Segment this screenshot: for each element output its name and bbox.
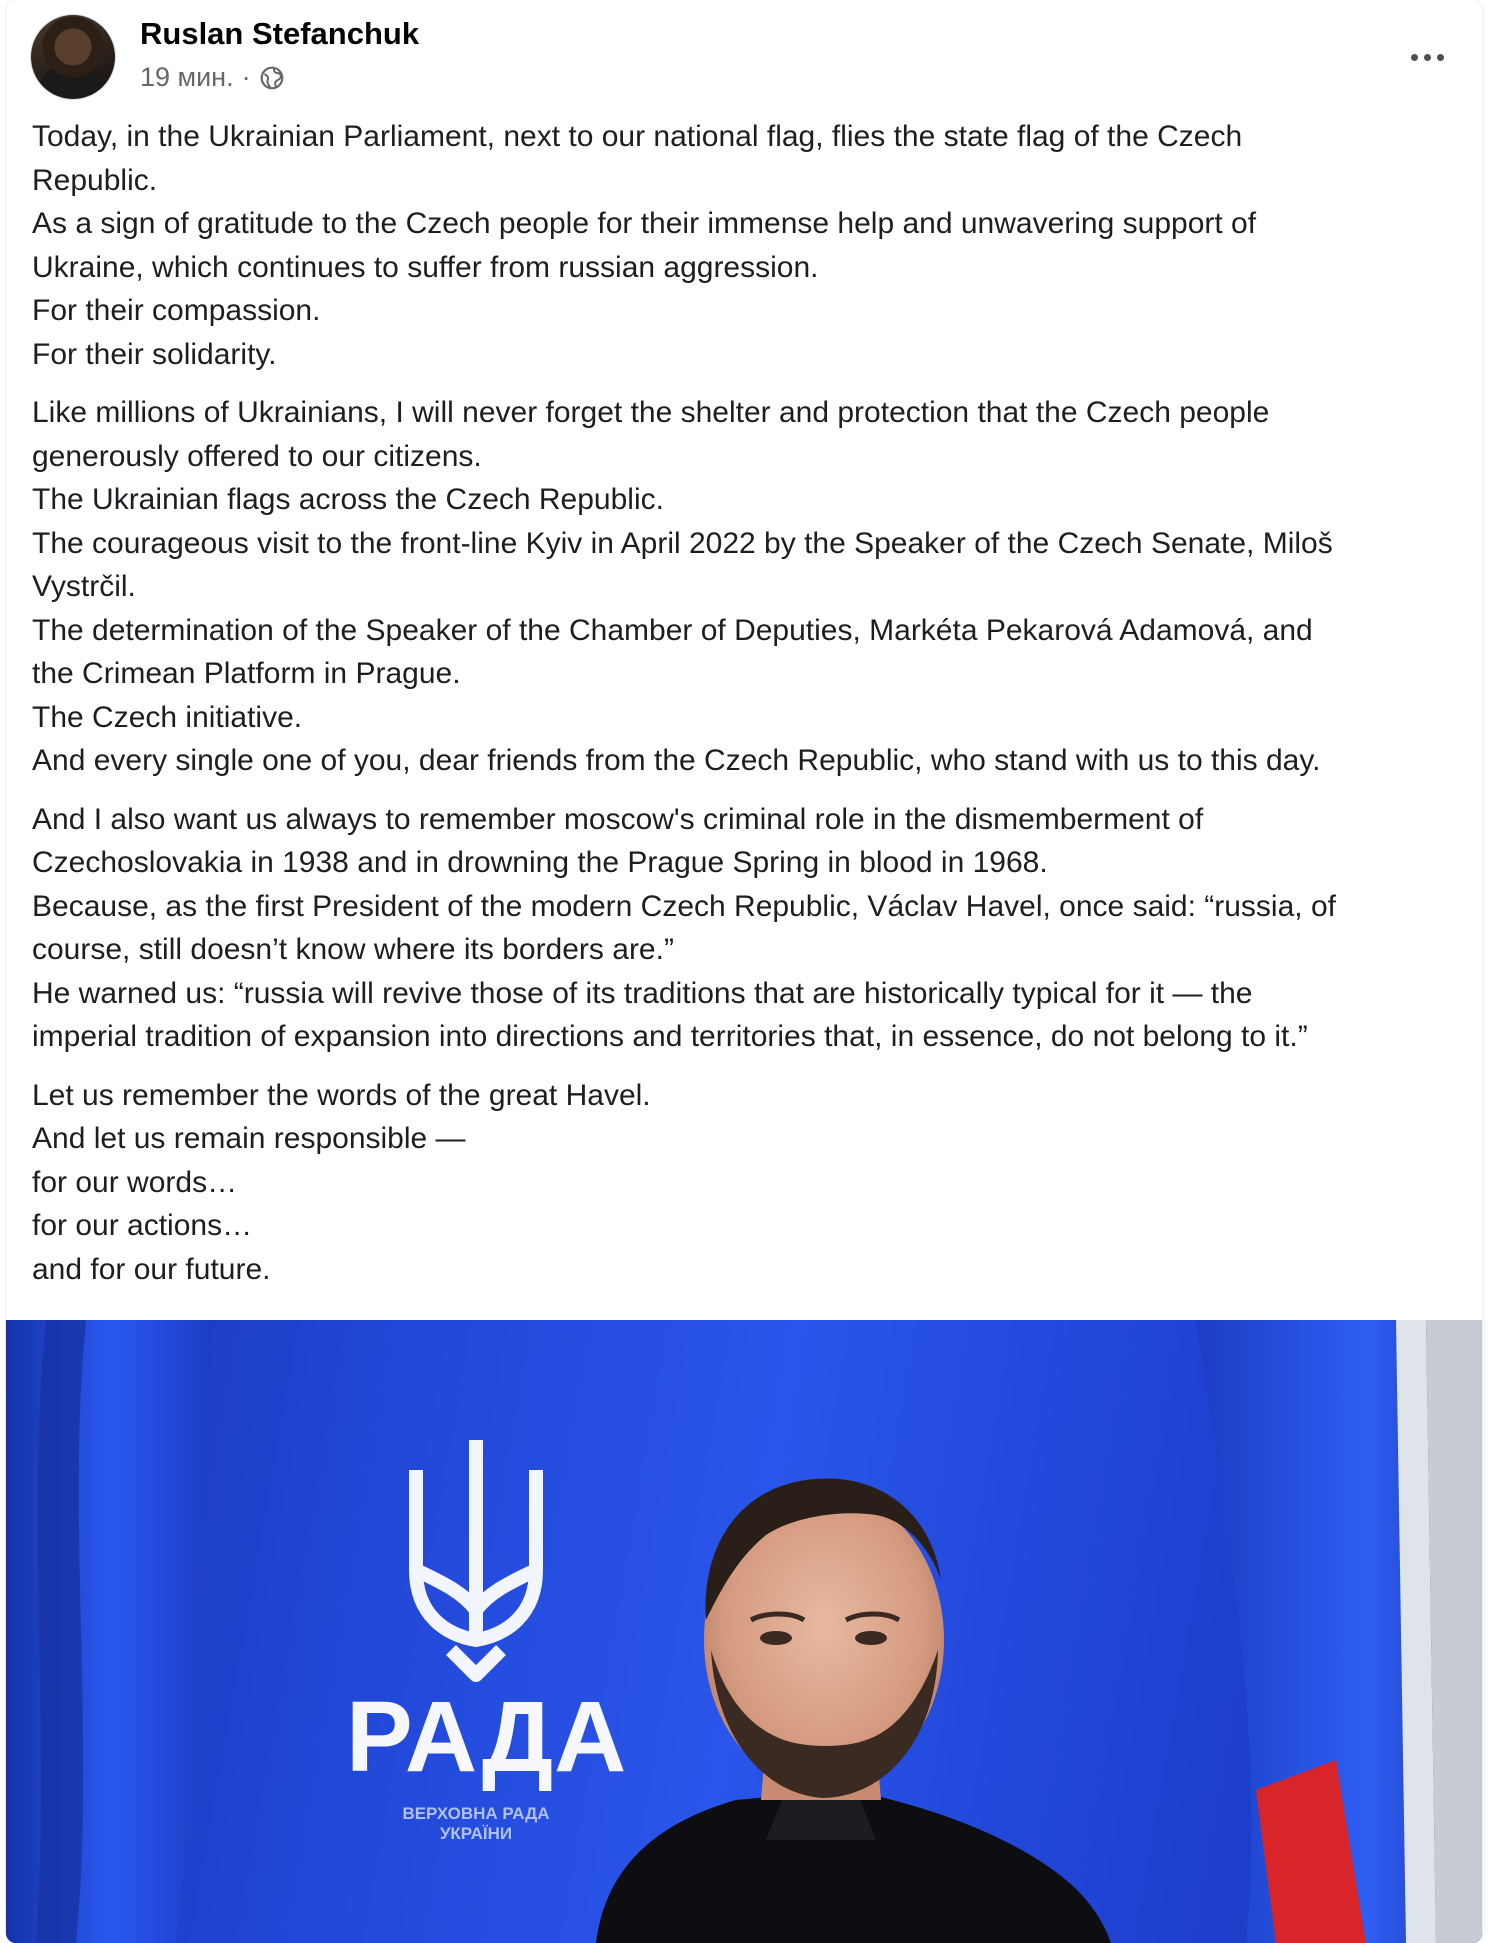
text-line: generously offered to our citizens. (32, 439, 482, 473)
text-line: for our actions… (32, 1209, 253, 1242)
meta-separator: · (241, 62, 251, 92)
post-meta (140, 62, 285, 93)
text-line: imperial tradition of expansion into directions and territories that, in essence, do not belong to it.” (32, 1020, 1308, 1053)
text-line: Let us remember the words of the great Havel. (32, 1078, 651, 1112)
text-line: For their compassion. (32, 294, 321, 327)
ukrainian-flag-left (6, 1320, 216, 1943)
post-paragraph (32, 798, 1462, 1059)
text-line: Today, in the Ukrainian Parliament, next to our national flag, flies the state flag of the Czech (32, 120, 1243, 153)
more-options-icon-dot (1437, 54, 1444, 61)
text-line: For their solidarity. (32, 337, 277, 371)
rada-logo-title: РАДА (346, 1681, 628, 1793)
text-line: And let us remain responsible — (32, 1122, 466, 1155)
text-line: As a sign of gratitude to the Czech people for their immense help and unwavering support of (32, 207, 1257, 240)
text-line: Ukraine, which continues to suffer from russian aggression. (32, 250, 819, 284)
text-line: He warned us: “russia will revive those of its traditions that are historically typical for it — the (32, 976, 1253, 1010)
facebook-post (6, 0, 1482, 1943)
post-header (30, 14, 1458, 104)
text-line: Like millions of Ukrainians, I will never forget the shelter and protection that the Czech people (32, 396, 1270, 429)
text-line: and for our future. (32, 1252, 271, 1286)
text-line: And I also want us always to remember moscow's criminal role in the dismemberment of (32, 802, 1204, 836)
photo-scene (6, 1320, 1482, 1943)
text-line: The Ukrainian flags across the Czech Republic. (32, 483, 664, 516)
text-line: Because, as the first President of the modern Czech Republic, Václav Havel, once said: “russia, of (32, 889, 1336, 923)
post-timestamp[interactable]: 19 мин. (140, 62, 234, 92)
more-options-button[interactable] (1402, 42, 1452, 72)
text-line: course, still doesn’t know where its borders are.” (32, 933, 674, 966)
text-line: Vystrčil. (32, 570, 136, 603)
post-paragraph (32, 391, 1462, 783)
rada-logo-subtitle: ВЕРХОВНА РАДА УКРАЇНИ (402, 1804, 550, 1843)
text-line: And every single one of you, dear friends from the Czech Republic, who stand with us to this day. (32, 744, 1321, 777)
post-paragraph (32, 1074, 1462, 1292)
post-text (32, 115, 1462, 1306)
text-line: Czechoslovakia in 1938 and in drowning the Prague Spring in blood in 1968. (32, 846, 1048, 879)
text-line: the Crimean Platform in Prague. (32, 657, 461, 690)
text-line: The Czech initiative. (32, 700, 303, 734)
more-options-icon (1411, 54, 1418, 61)
more-options-icon-dot (1424, 54, 1431, 61)
text-line: The courageous visit to the front-line Kyiv in April 2022 by the Speaker of the Czech Senate, Miloš (32, 526, 1333, 560)
author-avatar[interactable] (30, 14, 116, 100)
text-line: Republic. (32, 163, 158, 197)
text-line: for our words… (32, 1165, 238, 1199)
post-paragraph (32, 115, 1462, 376)
text-line: The determination of the Speaker of the Chamber of Deputies, Markéta Pekarová Adamová, and (32, 613, 1313, 647)
post-photo[interactable] (6, 1320, 1482, 1943)
trident-logo (416, 1440, 536, 1675)
globe-icon[interactable] (259, 65, 285, 91)
author-name[interactable]: Ruslan Stefanchuk (140, 16, 420, 51)
